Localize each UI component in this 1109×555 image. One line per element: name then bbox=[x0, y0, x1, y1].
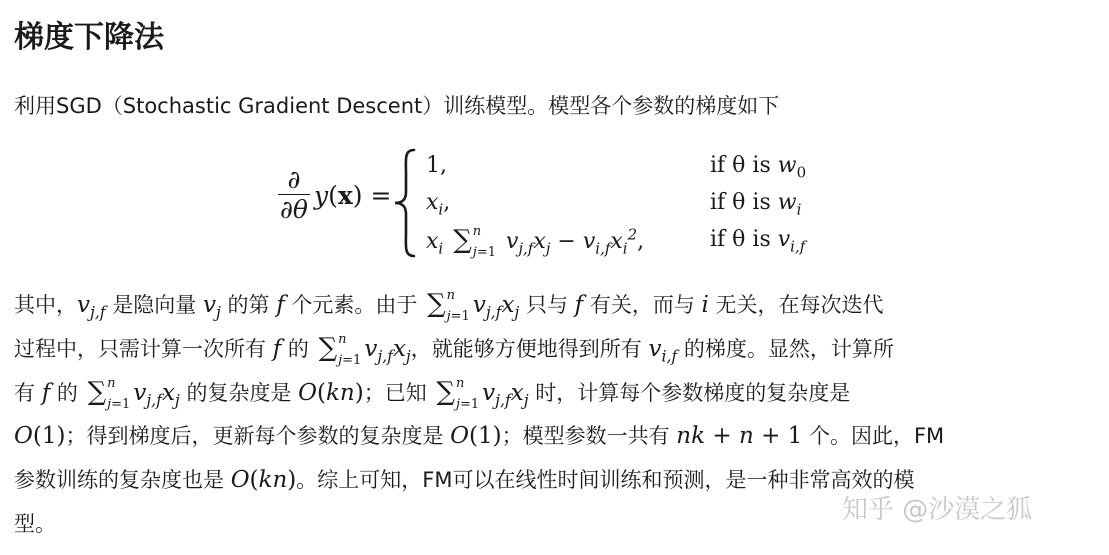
para-line-2: 过程中，只需计算一次所有 f 的 ∑ n j=1 $v_{j,f}x_j$，就能够方便地得到所有 $v_{i,f}$ 的梯度。显然，计算所 bbox=[14, 332, 894, 368]
intro-text: 利用SGD（Stochastic Gradient Descent）训练模型。模型各个参数的梯度如下 bbox=[14, 94, 780, 118]
case-3-expression: $x_i$ ∑ n j=1 $v_{j,f}x_j - v_{i,f}x_i^2$, bbox=[426, 224, 645, 260]
para-line-4: O(1)；得到梯度后，更新每个参数的复杂度是 O(1)；模型参数一共有 nk + n + 1 个。因此，FM bbox=[14, 423, 945, 449]
para-line-6: 型。 bbox=[14, 512, 56, 536]
para-line-3: 有 f 的 ∑ n j=1 $v_{j,f}x_j$ 的复杂度是 O(kn)；已知 ∑ n j=1 $v_{j,f}x_j$ 时，计算每个参数梯度的复杂度是 bbox=[14, 376, 851, 412]
gradient-formula bbox=[278, 146, 838, 260]
para-line-5: 参数训练的复杂度也是 O(kn)。综上可知，FM可以在线性时间训练和预测，是一种非常高效的模 bbox=[14, 467, 915, 493]
section-heading: 梯度下降法 bbox=[14, 20, 164, 55]
cases-brace bbox=[390, 146, 420, 260]
formula-lhs: $\frac{\partial}{\partial\theta}$ y(x) = bbox=[280, 165, 392, 224]
case-3-condition: if θ is $v_{i,f}$ bbox=[710, 227, 806, 256]
para-line-1: 其中，$v_{j,f}$ 是隐向量 $v_j$ 的第 f 个元素。由于 ∑ n j=1 $v_{j,f}x_j$ 只与 f 有关，而与 i 无关，在每次迭代 bbox=[14, 288, 884, 324]
zhihu-watermark: 知乎 @沙漠之狐 bbox=[842, 495, 1033, 525]
case-1-expression: 1, bbox=[426, 153, 447, 178]
case-1-condition: if θ is $w_0$ bbox=[710, 153, 807, 182]
case-2-expression: $x_i$, bbox=[426, 190, 451, 219]
case-2-condition: if θ is $w_i$ bbox=[710, 190, 802, 219]
